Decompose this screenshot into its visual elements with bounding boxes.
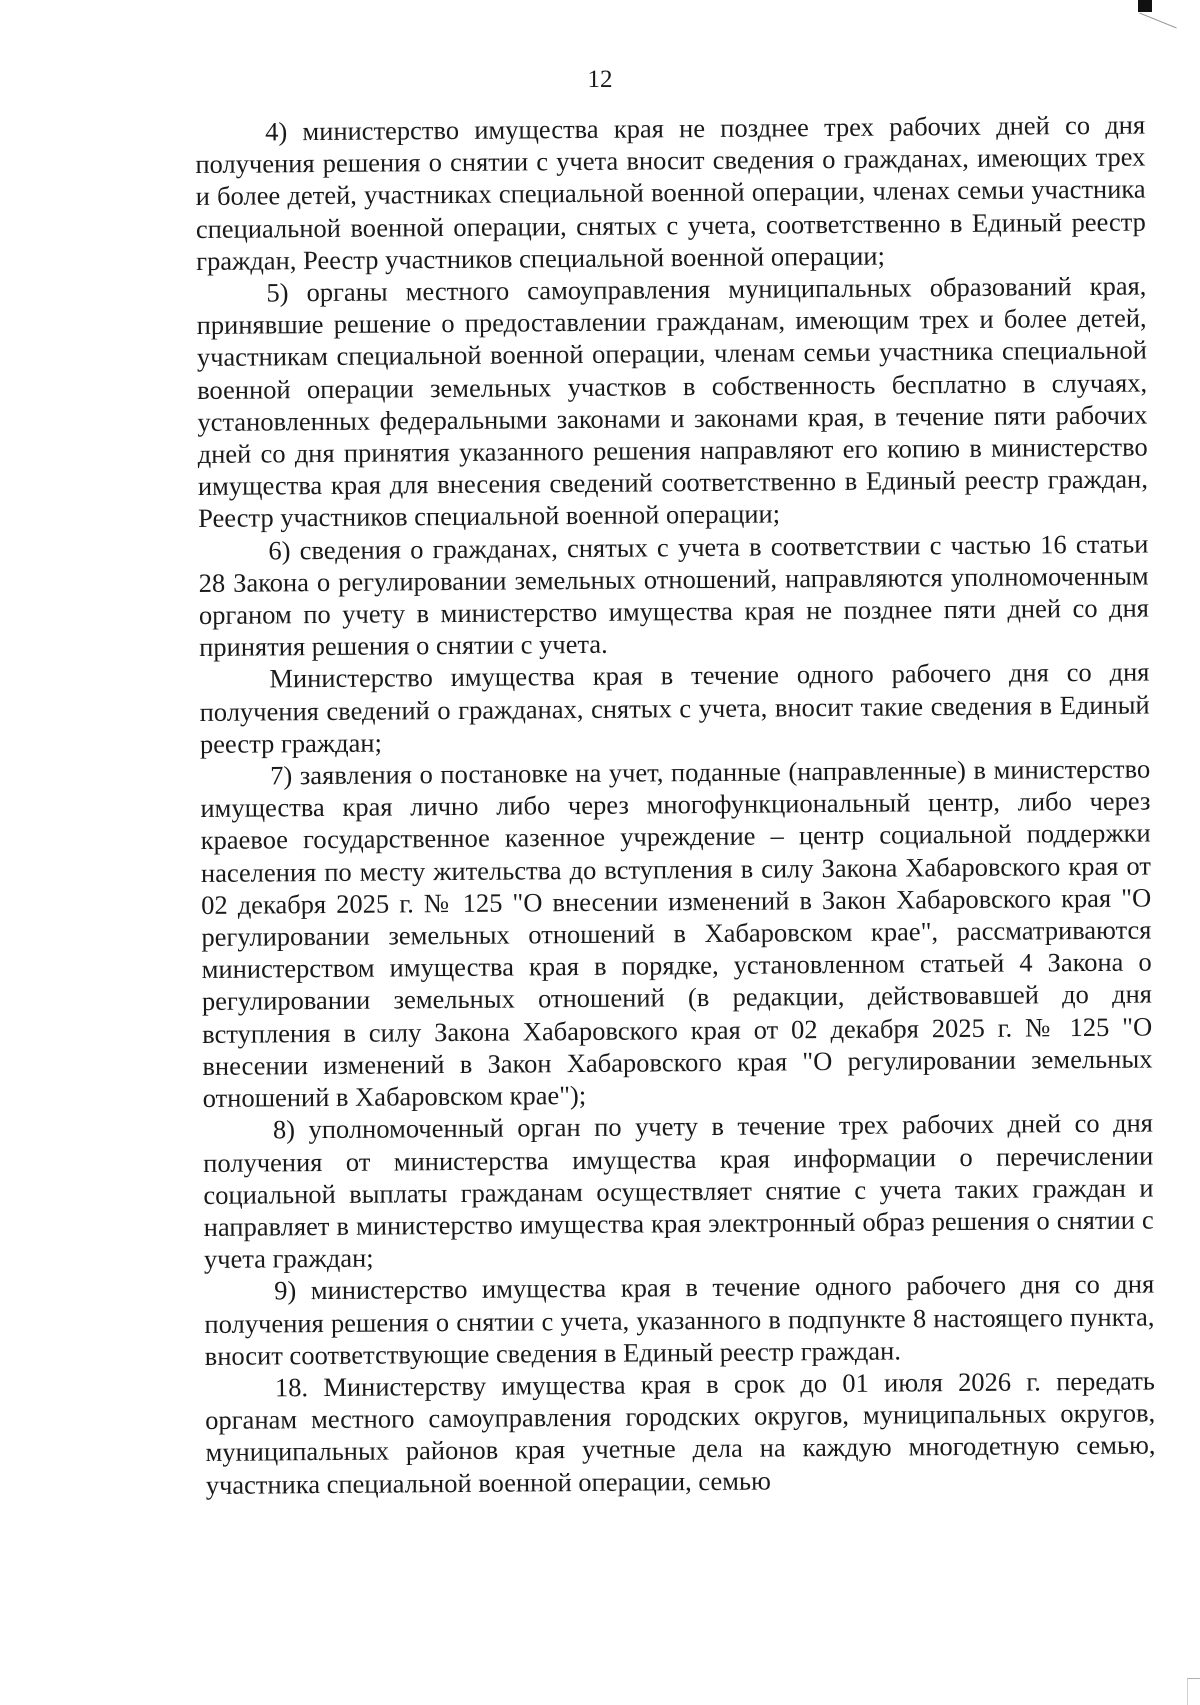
paragraph-item-5: 5) органы местного самоуправления муниципальных образований края, принявшие решение о предоставлении гражданам, имеющим трех и более детей, участникам специальной военной операции, членам семьи участника специальной военной операции земельных участков в собственность бесплатно в случаях, установленных федеральными законами и законами края, в течение пяти рабочих дней со дня принятия указанного решения направляют его копию в министерство имущества края для внесения сведений соответственно в Единый реестр граждан, Реестр участников специальной военной операции; xyxy=(196,270,1148,534)
paragraph-item-7: 7) заявления о постановке на учет, поданные (направленные) в министерство имущества края лично либо через многофункциональный центр, либо через краевое государственное казенное учреждение – центр социальной поддержки населения по месту жительства до вступления в силу Закона Хабаровского края от 02 декабря 2025 г. № 125 "О внесении изменений в Закон Хабаровского края "О регулировании земельных отношений в Хабаровском крае", рассматриваются министерством имущества края в порядке, установленном статьей 4 Закона о регулировании земельных отношений (в редакции, действовавшей до дня вступления в силу Закона Хабаровского края от 02 декабря 2025 г. № 125 "О внесении изменений в Закон Хабаровского края "О регулировании земельных отношений в Хабаровском крае"); xyxy=(200,753,1153,1114)
scan-line xyxy=(1139,13,1176,29)
paragraph-item-9: 9) министерство имущества края в течение одного рабочего дня со дня получения решения о снятии с учета, указанного в подпункте 8 настоящего пункта, вносит соответствующие сведения в Единый реестр граждан. xyxy=(204,1268,1155,1371)
document-body xyxy=(195,109,1156,1501)
paragraph-clause-18: 18. Министерству имущества края в срок до 01 июля 2026 г. передать органам местного самоуправления городских округов, муниципальных округов, муниципальных районов края учетные дела на каждую многодетную семью, участника специальной военной операции, семью xyxy=(205,1365,1156,1500)
page-number: 12 xyxy=(587,66,613,93)
paragraph-item-6: 6) сведения о гражданах, снятых с учета в соответствии с частью 16 статьи 28 Закона о регулировании земельных отношений, направляются уполномоченным органом по учету в министерство имущества края не позднее пяти дней со дня принятия решения о снятии с учета. xyxy=(198,528,1150,663)
paragraph-ministry-update: Министерство имущества края в течение одного рабочего дня со дня получения сведений о гражданах, снятых с учета, вносит такие сведения в Единый реестр граждан; xyxy=(199,656,1150,759)
paragraph-item-4: 4) министерство имущества края не позднее трех рабочих дней со дня получения решения о снятии с учета вносит сведения о гражданах, имеющих трех и более детей, участниках специальной военной операции, членах семьи участника специальной военной операции, снятых с учета, соответственно в Единый реестр граждан, Реестр участников специальной военной операции; xyxy=(195,109,1146,276)
paragraph-item-8: 8) уполномоченный орган по учету в течение трех рабочих дней со дня получения от министерства имущества края информации о перечислении социальной выплаты гражданам осуществляет снятие с учета таких граждан и направляет в министерство имущества края электронный образ решения о снятии с учета граждан; xyxy=(203,1107,1154,1275)
scan-mark xyxy=(1138,0,1152,12)
scan-edge xyxy=(1187,1678,1200,1705)
